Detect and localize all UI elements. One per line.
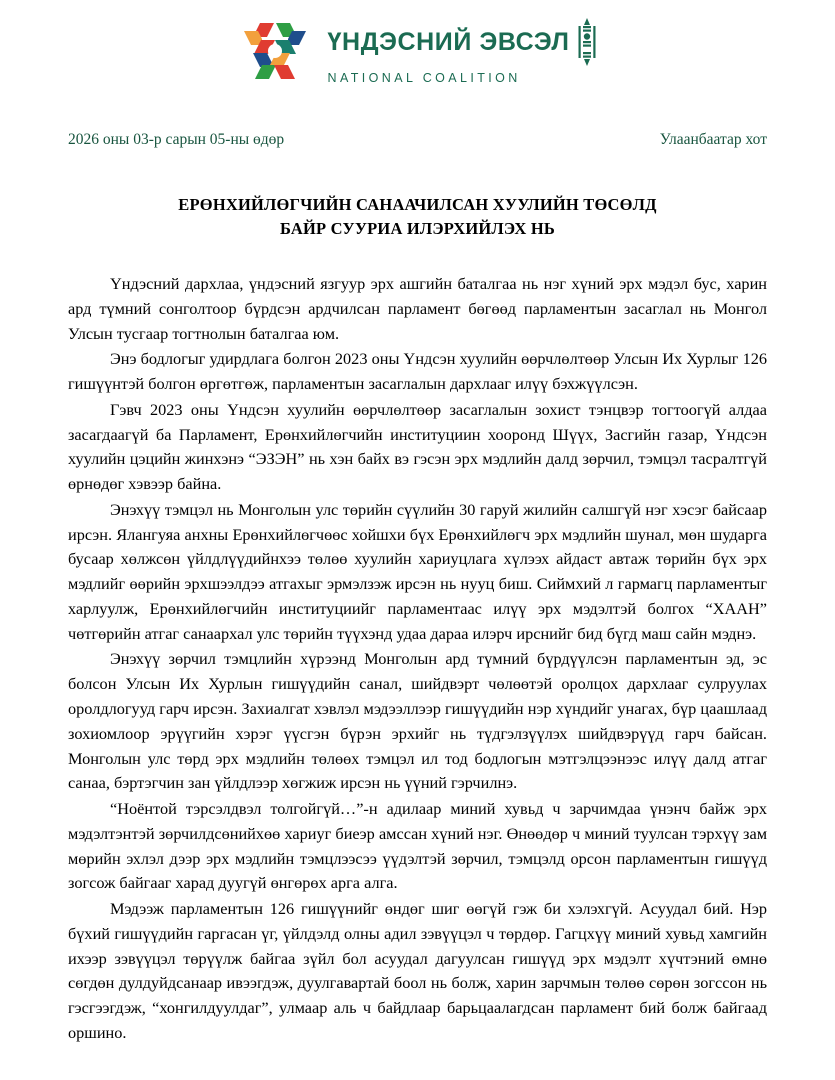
body-paragraph: Энэхүү тэмцэл нь Монголын улс төрийн сүүлийн 30 гаруй жилийн салшгүй нэг хэсэг байсаар ирсэн. Ялангуяа анхны Ерөнхийлөгчөөс хойшхи бүх Ерөнхийлөгч эрх мэдлийн шунал, мөн шударга бусаар хөлжсөн үйлдлүүдийнхээ төлөө хуулийн хариуцлага хүлээх айдаст автаж төрийн бүх эрх мэдлийг өөрийн эрхшээлдээ атгахыг эрмэлзэж ирсэн нь нууц биш. Сиймхий л гармагц парламентыг харлуулж, Ерөнхийлөгчийн институциийг парламентаас илүү эрх мэдэлтэй болгох “ХААН” чөтгөрийн атгаг санаархал улс төрийн түүхэнд удаа дараа илэрч ирснийг бид бүгд маш сайн мэднэ.: [68, 499, 767, 643]
pinwheel-logo-icon: [238, 19, 312, 83]
body-paragraph: Гэвч 2023 оны Үндсэн хуулийн өөрчлөлтөөр засаглалын зохист тэнцвэр тогтоогүй алдаа засагдаагүй ба Парламент, Ерөнхийлөгчийн институциин хооронд Шүүх, Засгийн газар, Үндсэн хуулийн цэцийн жинхэнэ “ЭЗЭН” нь хэн байх вэ гэсэн эрх мэдлийн далд зөрчил, тэмцэл тасралтгүй өрнөдөг хэвээр байна.: [68, 399, 767, 494]
brand-name: ҮНДЭСНИЙ ЭВСЭЛ: [327, 27, 570, 56]
body-paragraph: “Ноёнтой тэрсэлдвэл толгойгүй…”-н адилаар миний хувьд ч зарчимдаа үнэнч байж эрх мэдэлтэнтэй зөрчилдсөнийхөө хариуг биеэр амссан хүний нэг. Өнөөдөр ч миний туулсан тэрхүү зам мөрийн эхлэл дээр эрх мэдлийн тэмцлээсээ үүдэлтэй зөрчил, тэмцэлд орсон парламентын гишүүд зогсож байгааг харад дуугүй өнгөрөх арга алга.: [68, 799, 767, 893]
page-title: [68, 193, 767, 243]
body-paragraph: Энэ бодлогыг удирдлага болгон 2023 оны Үндсэн хуулийн өөрчлөлтөөр Улсын Их Хурлыг 126 гишүүнтэй болгон өргөтгөж, парламентын засаглалын дархлааг илүү бэхжүүлсэн.: [68, 349, 767, 394]
soyombo-icon: [577, 18, 597, 66]
body-paragraph: Үндэсний дархлаа, үндэсний язгуур эрх ашгийн баталгаа нь нэг хүний эрх мэдэл бус, харин ард түмний сонголтоор бүрдсэн ардчилсан парламент бөгөөд парламентын засаглал нь Монгол Улсын тусгаар тогтнолын баталгаа юм.: [68, 274, 767, 343]
document-date: 2026 оны 03-р сарын 05-ны өдөр: [68, 130, 285, 148]
letterhead: [68, 0, 767, 89]
brand-text-block: [328, 18, 598, 85]
document-body: [68, 272, 767, 1046]
page-title-line-1: ЕРӨНХИЙЛӨГЧИЙН САНААЧИЛСАН ХУУЛИЙН ТӨСӨЛД: [178, 194, 657, 214]
body-paragraph: Энэхүү зөрчил тэмцлийн хүрээнд Монголын ард түмний бүрдүүлсэн парламентын эд, эс болсон Улсын Их Хурлын гишүүдийн санал, шийдвэрт чөлөөтэй оролцох дархлааг сулруулах оролдлогууд гарч ирсэн. Захиалгат хэвлэл мэдээллээр гишүүдийн нэр хүндийг унагах, бүр цаашлаад зохиомлоор эрүүгийн хэрэг үүсгэн бүрэн эрхийг нь түдгэлзүүлэх шийдвэрүүд гарч байсан. Монголын улс төрд эрх мэдлийн төлөөх тэмцэл ил тод бодлогын мэтгэлцээнээс илүү далд атгаг санаа, бэртэгчин зан үйлдлээр хөгжиж ирсэн нь үүний гэрчилнэ.: [68, 649, 767, 793]
page-title-line-2: БАЙР СУУРИА ИЛЭРХИЙЛЭХ НЬ: [279, 219, 556, 239]
body-paragraph: Мэдээж парламентын 126 гишүүнийг өндөг шиг өөгүй гэж би хэлэхгүй. Асуудал бий. Нэр бүхий гишүүдийн гаргасан үг, үйлдэлд олны адил зэвүүцэл ч төрдөр. Гагцхүү миний хувьд хамгийн ихээр зэвүүцэл төрүүлж байгаа зүйл бол асуудал дагуулсан гишүүд эрх мэдэлт хүчтэний өмнө сөгдөн дулдуйдсанаар ивээгдэж, дуулгавартай боол нь болж, харин зарчмын төлөө сөрөн зогссон нь гэсгээгдэж, “хонгилдуулдаг”, улмаар аль ч байдлаар барьцаалагдсан парламент бий болж байгаад оршино.: [68, 899, 767, 1042]
document-meta-row: [68, 131, 767, 149]
document-city: Улаанбаатар хот: [659, 130, 767, 148]
brand-subtitle: NATIONAL COALITION: [327, 71, 521, 85]
